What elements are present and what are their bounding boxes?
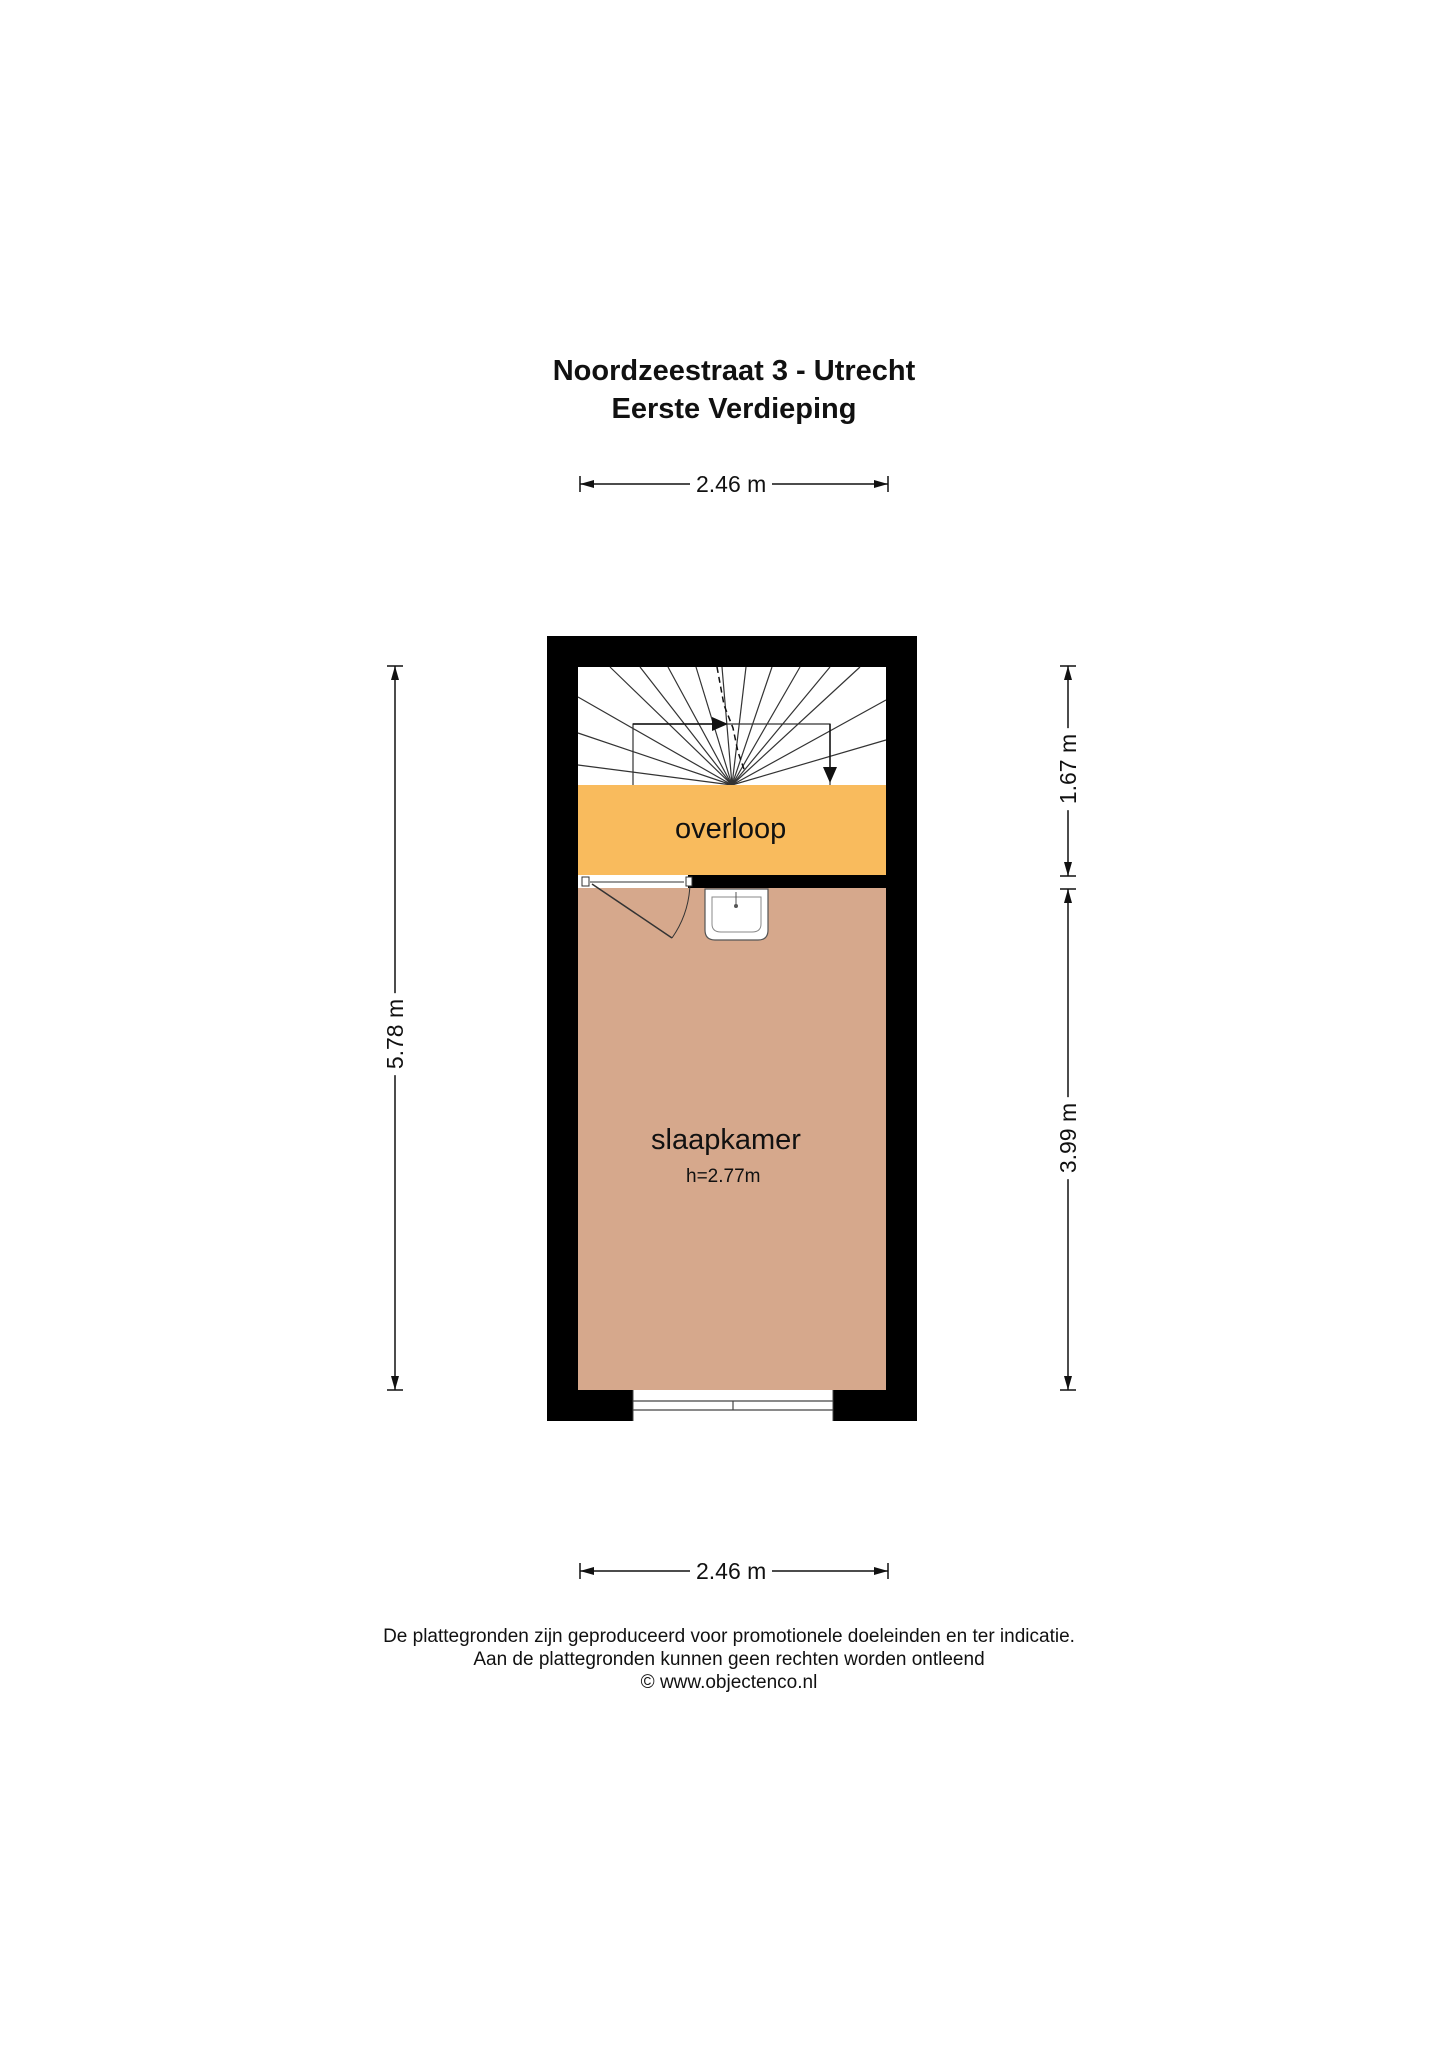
dimension-right-upper-label: 1.67 m [1054, 728, 1082, 810]
dimension-left-label: 5.78 m [381, 993, 409, 1075]
dimension-top-label: 2.46 m [690, 470, 772, 498]
window-icon [633, 1390, 833, 1421]
bedroom-height-label: h=2.77m [686, 1166, 761, 1187]
plan-title: Noordzeestraat 3 - Utrecht [552, 355, 916, 387]
dimension-bottom-label: 2.46 m [690, 1557, 772, 1585]
bedroom-label: slaapkamer [651, 1124, 801, 1156]
landing-label: overloop [675, 813, 787, 845]
disclaimer [0, 1625, 1448, 1694]
dimension-right-lower-label: 3.99 m [1054, 1097, 1082, 1179]
disclaimer-line-1: De plattegronden zijn geproduceerd voor promotionele doeleinden en ter indicatie. [383, 1626, 1075, 1647]
disclaimer-line-2: Aan de plattegronden kunnen geen rechten worden ontleend [473, 1649, 985, 1670]
plan-subtitle: Eerste Verdieping [611, 393, 857, 425]
disclaimer-line-3: © www.objectenco.nl [640, 1672, 818, 1693]
sink-icon [705, 889, 768, 940]
